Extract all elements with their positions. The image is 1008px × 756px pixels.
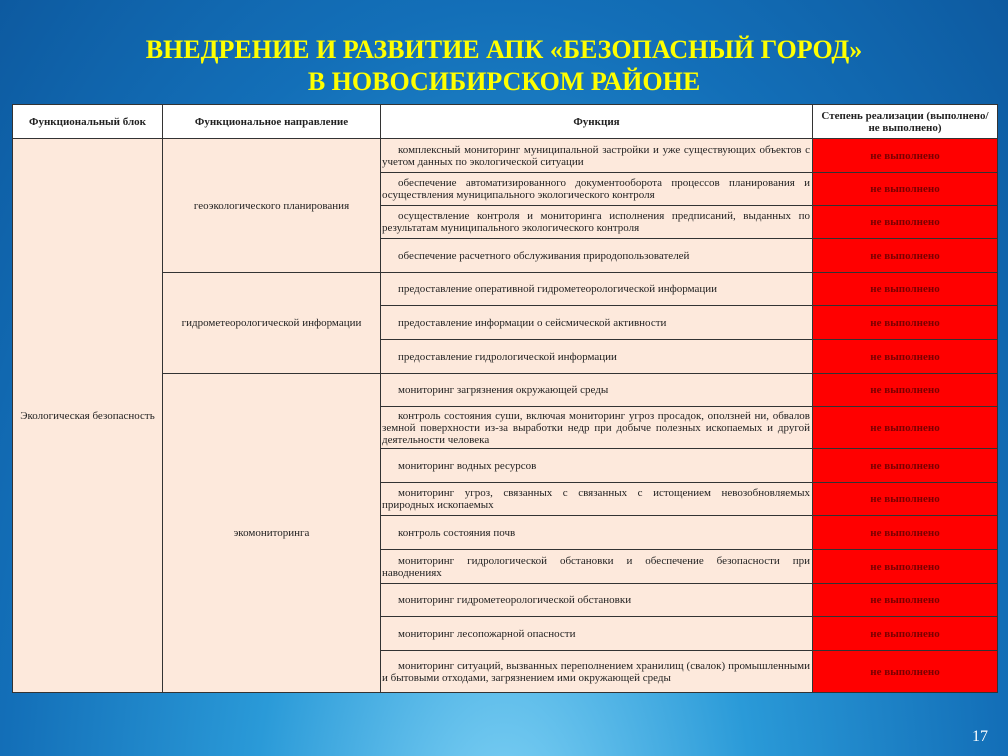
status-cell: не выполнено	[813, 617, 998, 651]
function-cell: обеспечение автоматизированного документооборота процессов планирования и осуществления муниципального экологического контроля	[381, 173, 813, 206]
status-cell: не выполнено	[813, 651, 998, 693]
status-cell: не выполнено	[813, 173, 998, 206]
table-row	[13, 139, 998, 173]
direction-cell: гидрометеорологической информации	[163, 273, 381, 374]
header-direction: Функциональное направление	[163, 105, 381, 139]
function-cell: осуществление контроля и мониторинга исполнения предписаний, выданных по результатам муниципального экологического контроля	[381, 206, 813, 239]
function-cell: контроль состояния почв	[381, 516, 813, 550]
header-block: Функциональный блок	[13, 105, 163, 139]
function-cell: мониторинг водных ресурсов	[381, 449, 813, 483]
status-cell: не выполнено	[813, 407, 998, 449]
status-cell: не выполнено	[813, 516, 998, 550]
status-cell: не выполнено	[813, 374, 998, 407]
function-cell: мониторинг гидрометеорологической обстановки	[381, 584, 813, 617]
function-cell: комплексный мониторинг муниципальной застройки и уже существующих объектов с учетом данных по экологической ситуации	[381, 139, 813, 173]
function-cell: мониторинг гидрологической обстановки и обеспечение безопасности при наводнениях	[381, 550, 813, 584]
page-number: 17	[972, 728, 988, 745]
function-cell: предоставление гидрологической информации	[381, 340, 813, 374]
function-cell: мониторинг ситуаций, вызванных переполнением хранилищ (свалок) промышленными и бытовыми отходами, загрязнением ими окружающей среды	[381, 651, 813, 693]
status-cell: не выполнено	[813, 550, 998, 584]
block-cell: Экологическая безопасность	[13, 139, 163, 693]
status-cell: не выполнено	[813, 306, 998, 340]
table-header-row	[13, 105, 998, 139]
status-cell: не выполнено	[813, 449, 998, 483]
function-cell: предоставление оперативной гидрометеорологической информации	[381, 273, 813, 306]
status-cell: не выполнено	[813, 206, 998, 239]
direction-cell: экомониторинга	[163, 374, 381, 693]
header-status: Степень реализации (выполнено/не выполнено)	[813, 105, 998, 139]
implementation-table	[12, 104, 998, 693]
function-cell: обеспечение расчетного обслуживания природопользователей	[381, 239, 813, 273]
status-cell: не выполнено	[813, 273, 998, 306]
status-cell: не выполнено	[813, 139, 998, 173]
function-cell: контроль состояния суши, включая мониторинг угроз просадок, оползней ни, обвалов земной поверхности из-за выработки недр при добыче полезных ископаемых и другой деятельности человека	[381, 407, 813, 449]
title-line-1: ВНЕДРЕНИЕ И РАЗВИТИЕ АПК «БЕЗОПАСНЫЙ ГОРОД»	[145, 35, 863, 64]
slide-title	[0, 34, 1008, 98]
function-cell: мониторинг угроз, связанных с связанных с истощением невозобновляемых природных ископаемых	[381, 483, 813, 516]
status-cell: не выполнено	[813, 483, 998, 516]
function-cell: мониторинг загрязнения окружающей среды	[381, 374, 813, 407]
status-cell: не выполнено	[813, 584, 998, 617]
function-cell: мониторинг лесопожарной опасности	[381, 617, 813, 651]
title-line-2: В НОВОСИБИРСКОМ РАЙОНЕ	[307, 67, 701, 96]
status-cell: не выполнено	[813, 239, 998, 273]
direction-cell: геоэкологического планирования	[163, 139, 381, 273]
function-cell: предоставление информации о сейсмической активности	[381, 306, 813, 340]
status-cell: не выполнено	[813, 340, 998, 374]
header-function: Функция	[381, 105, 813, 139]
